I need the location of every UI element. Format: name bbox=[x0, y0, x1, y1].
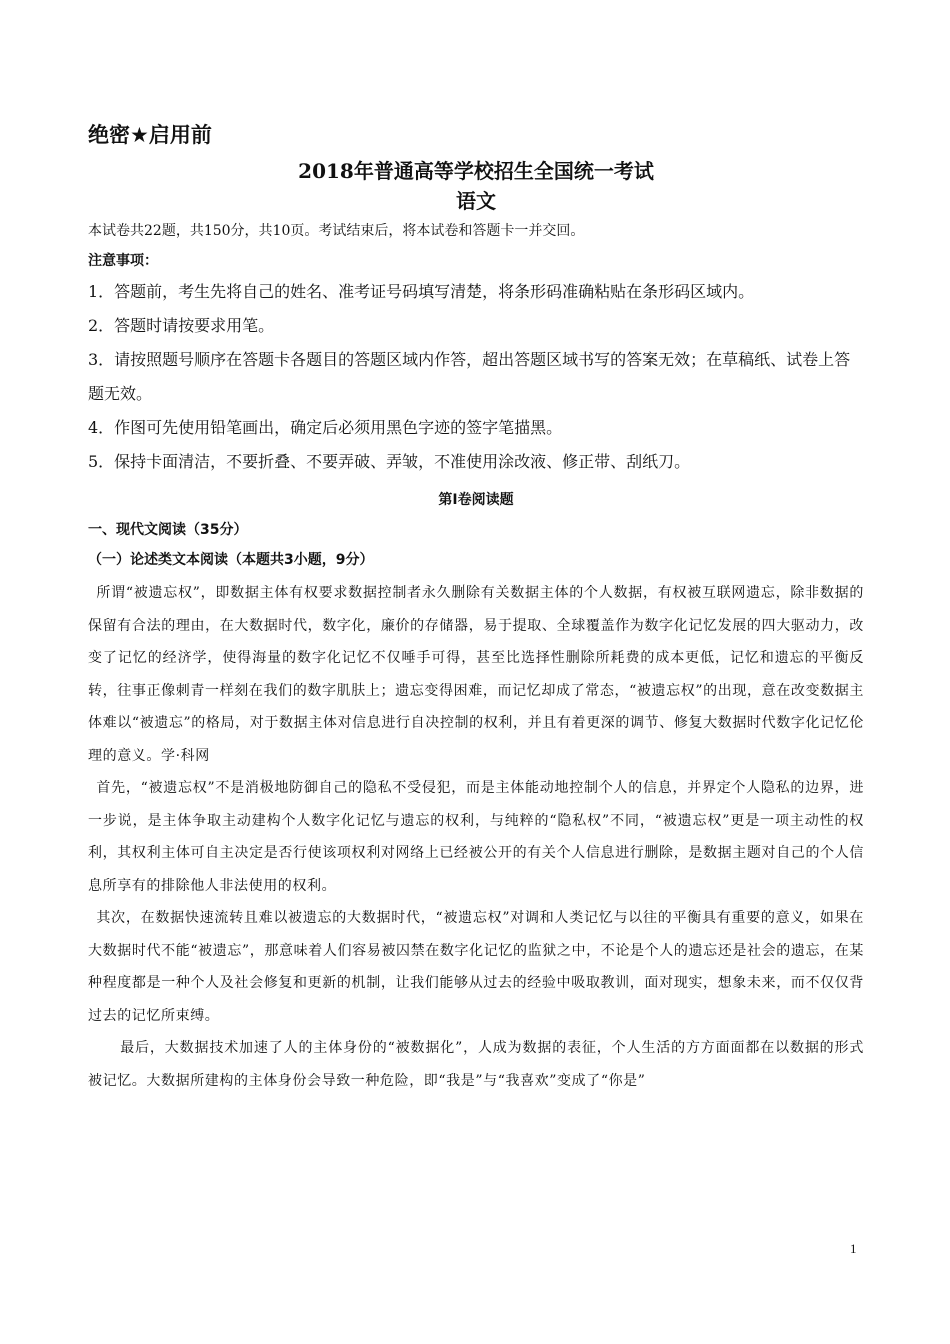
passage-paragraph: 最后，大数据技术加速了人的主体身份的“被数据化”，人成为数据的表征，个人生活的方方面面都在以数据的形式被记忆。大数据所建构的主体身份会导致一种危险，即“我是”与“我喜欢”变成了“你是” bbox=[88, 1040, 864, 1089]
note-item: 5．保持卡面清洁，不要折叠、不要弄破、弄皱，不准使用涂改液、修正带、刮纸刀。 bbox=[88, 452, 691, 471]
section-title: 第Ⅰ卷阅读题 bbox=[438, 492, 514, 508]
subpart-heading: （一）论述类文本阅读（本题共3小题，9分） bbox=[88, 552, 374, 568]
notes-heading: 注意事项： bbox=[88, 253, 158, 269]
passage-paragraph: 其次，在数据快速流转且难以被遗忘的大数据时代，“被遗忘权”对调和人类记忆与以往的平衡具有重要的意义，如果在大数据时代不能“被遗忘”，那意味着人们容易被囚禁在数字化记忆的监狱之中，不论是个人的遗忘还是社会的遗忘，在某种程度都是一种个人及社会修复和更新的机制，让我们能够从过去的经验中吸取教训，面对现实，想象未来，而不仅仅背过去的记忆所束缚。 bbox=[88, 910, 864, 1024]
note-item: 4．作图可先使用铅笔画出，确定后必须用黑色字迹的签字笔描黑。 bbox=[88, 418, 563, 437]
exam-intro: 本试卷共22题，共150分，共10页。考试结束后，将本试卷和答题卡一并交回。 bbox=[88, 223, 585, 239]
exam-title: 2018年普通高等学校招生全国统一考试 bbox=[298, 159, 654, 183]
note-item: 2．答题时请按要求用笔。 bbox=[88, 316, 275, 335]
part-heading: 一、现代文阅读（35分） bbox=[88, 522, 248, 538]
exam-page bbox=[88, 120, 864, 1097]
note-item: 1．答题前，考生先将自己的姓名、准考证号码填写清楚，将条形码准确粘贴在条形码区域内。 bbox=[88, 282, 755, 301]
passage-paragraph: 所谓“被遗忘权”，即数据主体有权要求数据控制者永久删除有关数据主体的个人数据，有权被互联网遗忘，除非数据的保留有合法的理由，在大数据时代，数字化，廉价的存储器，易于提取、全球覆盖作为数字化记忆发展的四大驱动力，改变了记忆的经济学，使得海量的数字化记忆不仅唾手可得，甚至比选择性删除所耗费的成本更低，记忆和遗忘的平衡反转，往事正像刺青一样刻在我们的数字肌肤上；遗忘变得困难，而记忆却成了常态，“被遗忘权”的出现，意在改变数据主体难以“被遗忘”的格局，对于数据主体对信息进行自决控制的权利，并且有着更深的调节、修复大数据时代数字化记忆伦理的意义。学·科网 bbox=[88, 585, 864, 764]
passage-paragraph: 首先，“被遗忘权”不是消极地防御自己的隐私不受侵犯，而是主体能动地控制个人的信息，并界定个人隐私的边界，进一步说，是主体争取主动建构个人数字化记忆与遗忘的权利，与纯粹的“隐私权”不同，“被遗忘权”更是一项主动性的权利，其权利主体可自主决定是否行使该项权利对网络上已经被公开的有关个人信息进行删除，是数据主题对自己的个人信息所享有的排除他人非法使用的权利。 bbox=[88, 780, 864, 894]
confidential-label: 绝密★启用前 bbox=[88, 123, 212, 147]
note-item: 3．请按照题号顺序在答题卡各题目的答题区域内作答，超出答题区域书写的答案无效；在草稿纸、试卷上答题无效。 bbox=[88, 350, 851, 403]
subject-title: 语文 bbox=[456, 189, 496, 213]
page-number: 1 bbox=[850, 1241, 857, 1256]
